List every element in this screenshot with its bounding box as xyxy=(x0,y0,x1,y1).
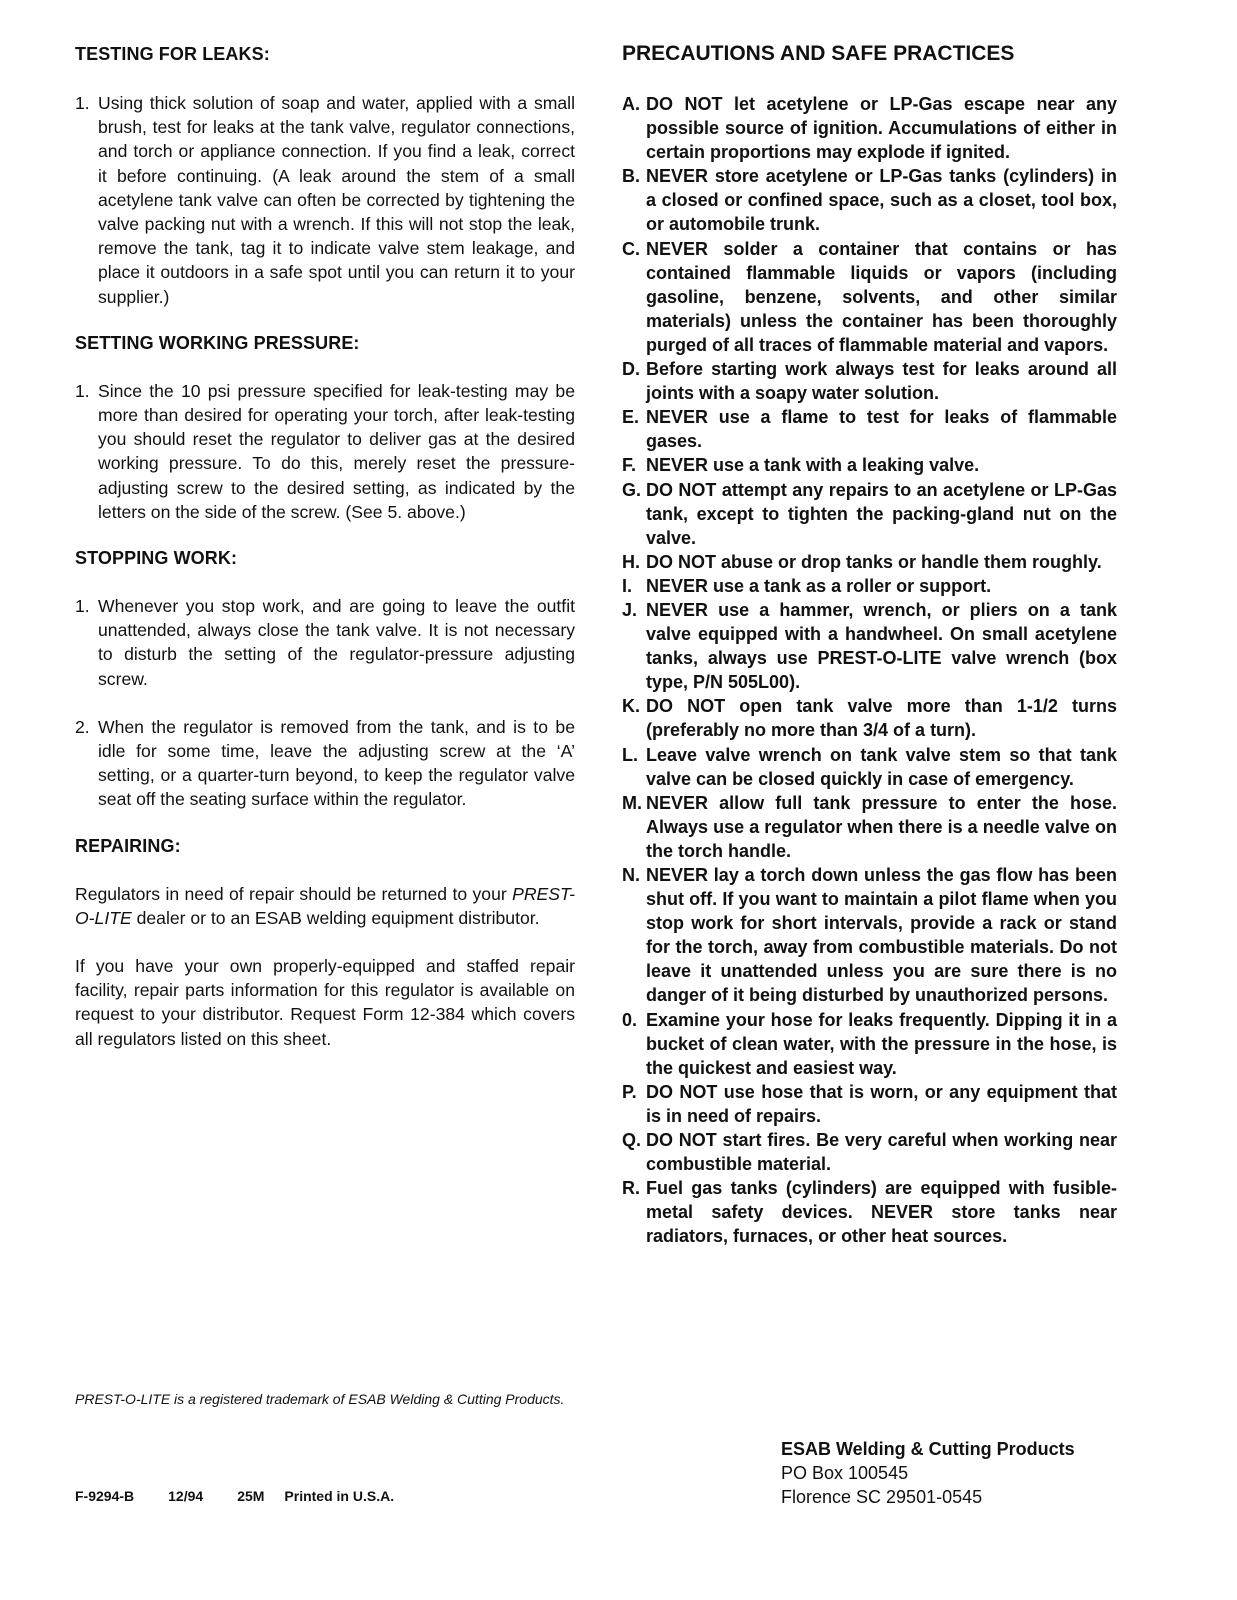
precaution-text: NEVER solder a container that contains or has contained flammable liquids or vapors (including gasoline, benzene, solvents, and other similar materials) unless the container has been thoroughly purged of all traces of flammable material and vapors. xyxy=(646,238,1117,355)
precaution-text: DO NOT use hose that is worn, or any equipment that is in need of repairs. xyxy=(646,1081,1117,1126)
precaution-item xyxy=(622,164,1117,236)
precaution-item xyxy=(622,357,1117,405)
precaution-text: DO NOT attempt any repairs to an acetylene or LP-Gas tank, except to tighten the packing-gland nut on the valve. xyxy=(646,479,1117,548)
form-number: F-9294-B xyxy=(75,1488,135,1504)
precaution-letter: G. xyxy=(622,479,642,500)
setting-heading: SETTING WORKING PRESSURE: xyxy=(75,332,360,353)
precaution-item xyxy=(622,237,1117,357)
list-item xyxy=(75,379,575,524)
list-item xyxy=(75,91,575,309)
precaution-text: DO NOT open tank valve more than 1-1/2 turns (preferably no more than 3/4 of a turn). xyxy=(646,696,1117,741)
precaution-item xyxy=(622,92,1117,164)
brand-name: PREST-O-LITE xyxy=(75,883,575,928)
right-column xyxy=(622,42,1117,1249)
precaution-item xyxy=(622,405,1117,453)
precaution-letter: 0. xyxy=(622,1009,638,1030)
precaution-item xyxy=(622,863,1117,1008)
form-date: 12/94 xyxy=(168,1488,204,1504)
precaution-item xyxy=(622,1128,1117,1176)
precaution-item xyxy=(622,1176,1117,1248)
item-number: 1. xyxy=(75,380,90,401)
repairing-body xyxy=(75,882,575,1051)
precaution-item xyxy=(622,598,1117,694)
item-text: When the regulator is removed from the tank, and is to be idle for some time, leave the adjusting screw at the ‘A’ setting, or a quarter-turn beyond, to keep the regulator valve seat off the seating surface within the regulator. xyxy=(98,716,575,810)
precaution-letter: I. xyxy=(622,575,633,596)
item-text: Whenever you stop work, and are going to leave the outfit unattended, always close the tank valve. It is not necessary to disturb the setting of the regulator-pressure adjusting screw. xyxy=(98,596,575,689)
precautions-heading: PRECAUTIONS AND SAFE PRACTICES xyxy=(622,42,1015,65)
repairing-heading: REPAIRING: xyxy=(75,835,181,856)
precaution-text: NEVER use a hammer, wrench, or pliers on a tank valve equipped with a handwheel. On small acetylene tanks, always use PREST-O-LITE valve wrench (box type, P/N 505L00). xyxy=(646,599,1117,693)
precaution-item xyxy=(622,694,1117,742)
city-line: Florence SC 29501-0545 xyxy=(781,1487,983,1507)
precaution-item xyxy=(622,550,1117,574)
precaution-text: Leave valve wrench on tank valve stem so that tank valve can be closed quickly in case of emergency. xyxy=(646,744,1117,789)
left-column xyxy=(75,44,575,1051)
testing-heading: TESTING FOR LEAKS: xyxy=(75,44,270,64)
precaution-letter: H. xyxy=(622,551,640,572)
precaution-item xyxy=(622,453,1117,477)
precaution-letter: K. xyxy=(622,696,640,717)
precaution-item xyxy=(622,478,1117,550)
po-box: PO Box 100545 xyxy=(781,1463,909,1483)
item-number: 1. xyxy=(75,93,90,113)
precaution-item xyxy=(622,743,1117,791)
precaution-text: Before starting work always test for leaks around all joints with a soapy water solution. xyxy=(646,359,1117,404)
precaution-letter: A. xyxy=(622,94,640,114)
repair-parts-paragraph: If you have your own properly-equipped and staffed repair facility, repair parts information for this regulator is available on request to your distributor. Request Form 12-384 which covers all regulators listed on this sheet. xyxy=(75,956,575,1049)
precaution-letter: D. xyxy=(622,359,640,380)
item-number: 1. xyxy=(75,596,90,617)
repair-text: dealer or to an ESAB welding equipment distributor. xyxy=(131,907,540,928)
precaution-text: DO NOT abuse or drop tanks or handle them roughly. xyxy=(646,551,1102,572)
repair-paragraph xyxy=(75,882,575,930)
precaution-text: NEVER use a tank with a leaking valve. xyxy=(646,455,980,476)
form-info xyxy=(75,1488,428,1504)
precaution-letter: C. xyxy=(622,238,640,259)
list-item xyxy=(75,594,575,691)
precaution-item xyxy=(622,574,1117,598)
precaution-text: DO NOT start fires. Be very careful when working near combustible material. xyxy=(646,1130,1117,1175)
precaution-item xyxy=(622,1080,1117,1128)
precaution-letter: E. xyxy=(622,407,640,428)
precaution-text: NEVER lay a torch down unless the gas flow has been shut off. If you want to maintain a pilot flame when you stop work for short intervals, provide a rack or stand for the torch, away from combustible materials. Do not leave it unattended unless you are sure there is no danger of it being disturbed by unauthorized persons. xyxy=(646,865,1117,1006)
print-quantity: 25M xyxy=(237,1488,265,1504)
precaution-text: NEVER use a tank as a roller or support. xyxy=(646,575,992,596)
precaution-letter: M. xyxy=(622,792,642,813)
list-item xyxy=(75,715,575,812)
precaution-letter: J. xyxy=(622,599,638,620)
precaution-letter: N. xyxy=(622,865,640,885)
stopping-list xyxy=(75,594,575,812)
precautions-list xyxy=(622,92,1117,1249)
company-name: ESAB Welding & Cutting Products xyxy=(781,1439,1075,1459)
company-address xyxy=(781,1437,1075,1509)
repair-text: Regulators in need of repair should be returned to your xyxy=(75,883,513,904)
precaution-text: NEVER use a flame to test for leaks of flammable gases. xyxy=(646,407,1117,452)
precaution-text: NEVER store acetylene or LP-Gas tanks (cylinders) in a closed or confined space, such as a closet, tool box, or automobile trunk. xyxy=(646,166,1117,235)
stopping-heading: STOPPING WORK: xyxy=(75,548,238,569)
precaution-letter: Q. xyxy=(622,1130,642,1151)
precaution-letter: B. xyxy=(622,166,640,187)
item-number: 2. xyxy=(75,716,90,737)
precaution-item xyxy=(622,791,1117,863)
precaution-text: Fuel gas tanks (cylinders) are equipped with fusible-metal safety devices. NEVER store tanks near radiators, furnaces, or other heat sources. xyxy=(646,1178,1117,1247)
trademark-note: PREST-O-LITE is a registered trademark of ESAB Welding & Cutting Products. xyxy=(75,1391,565,1407)
precaution-text: NEVER allow full tank pressure to enter the hose. Always use a regulator when there is a needle valve on the torch handle. xyxy=(646,792,1117,861)
item-text: Using thick solution of soap and water, applied with a small brush, test for leaks at the tank valve, regulator connections, and torch or appliance connection. If you find a leak, correct it before continuing. (A leak around the stem of a small acetylene tank valve can often be corrected by tightening the valve packing nut with a wrench. If this will not stop the leak, remove the tank, tag it to indicate valve stem leakage, and place it outdoors in a safe spot until you can return it to your supplier.) xyxy=(98,93,575,307)
precaution-text: Examine your hose for leaks frequently. Dipping it in a bucket of clean water, with the pressure in the hose, is the quickest and easiest way. xyxy=(646,1009,1117,1078)
setting-list xyxy=(75,379,575,524)
item-text: Since the 10 psi pressure specified for leak-testing may be more than desired for operating your torch, after leak-testing you should reset the regulator to deliver gas at the desired working pressure. To do this, merely reset the pressure-adjusting screw to the desired setting, as indicated by the letters on the side of the screw. (See 5. above.) xyxy=(98,380,575,522)
precaution-item xyxy=(622,1008,1117,1080)
precaution-letter: R. xyxy=(622,1178,640,1199)
precaution-letter: L. xyxy=(622,744,638,765)
precaution-text: DO NOT let acetylene or LP-Gas escape near any possible source of ignition. Accumulations of either in certain proportions may explode if ignited. xyxy=(646,94,1117,163)
printed-location: Printed in U.S.A. xyxy=(284,1488,395,1504)
testing-list xyxy=(75,91,575,309)
precaution-letter: P. xyxy=(622,1081,637,1102)
precaution-letter: F. xyxy=(622,455,637,476)
